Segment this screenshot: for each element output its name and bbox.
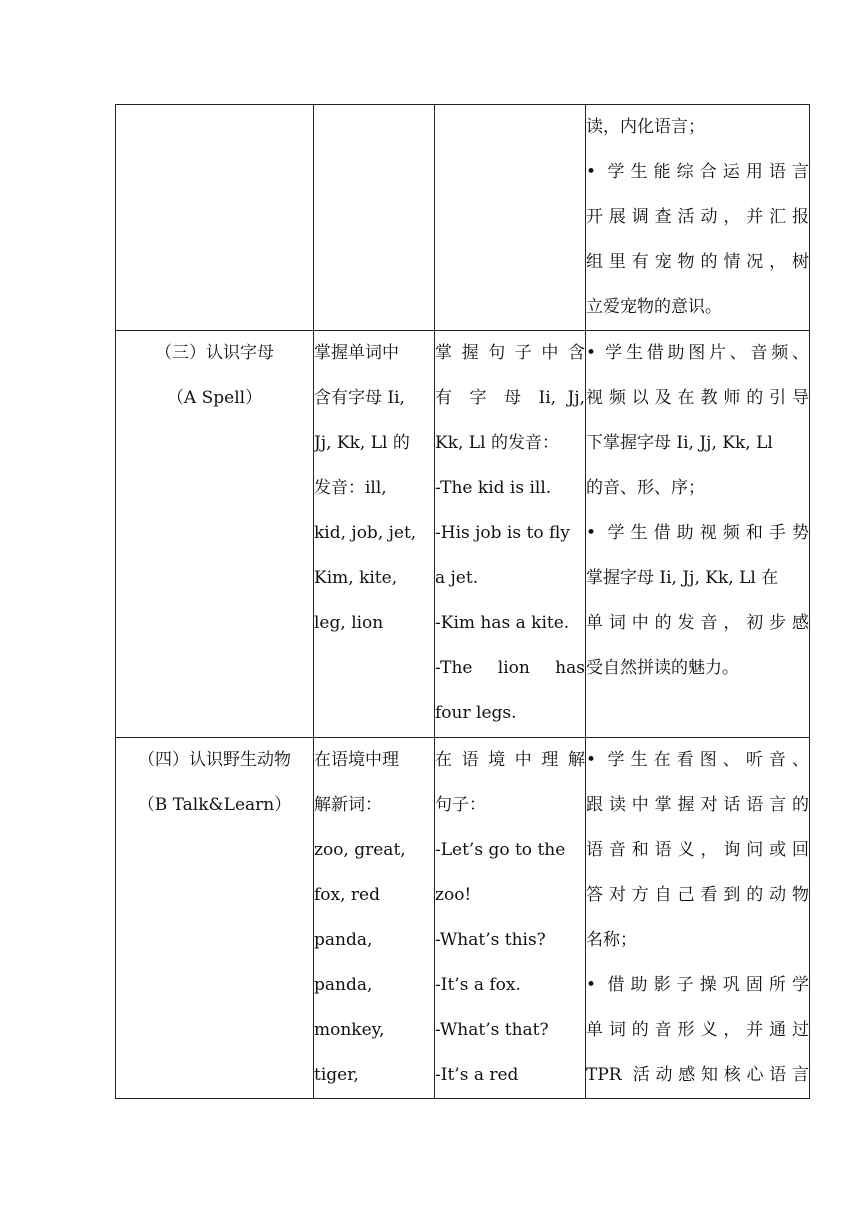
- goal-line: 的音、形、序；: [586, 478, 705, 498]
- sentence-line: -It’s a red: [435, 1065, 519, 1085]
- sentence-line: four legs.: [435, 703, 517, 723]
- goal-line: 跟读中掌握对话语言的: [586, 795, 809, 815]
- vocab-line: 发音：ill,: [314, 478, 387, 498]
- goal-line: 单词的音形义，并通过: [586, 1020, 809, 1040]
- sentence-line: Kk, Ll 的发音：: [435, 433, 559, 453]
- table-row: [116, 738, 810, 1099]
- goals-cell: [586, 738, 810, 1099]
- vocab-line: 掌握单词中: [314, 343, 399, 363]
- goal-line: 视频以及在教师的引导: [586, 388, 809, 408]
- goal-line: 单词中的发音，初步感: [586, 613, 809, 633]
- vocab-line: 在语境中理: [314, 750, 399, 770]
- sentence-line: -Let’s go to the: [435, 840, 566, 860]
- goals-cell: [586, 331, 810, 738]
- vocab-line: 含有字母 Ii,: [314, 388, 405, 408]
- sentence-line: -His job is to fly: [435, 523, 570, 543]
- sentence-line: -Kim has a kite.: [435, 613, 570, 633]
- vocabulary-cell: [314, 331, 435, 738]
- goal-line: 立爱宠物的意识。: [586, 297, 722, 317]
- goal-line: 开展调查活动，并汇报: [586, 207, 809, 227]
- goal-line: 答对方自己看到的动物: [586, 885, 809, 905]
- sentence-line: 有 字 母 Ii, Jj,: [435, 388, 585, 408]
- goal-line: 掌握字母 Ii, Jj, Kk, Ll 在: [586, 568, 779, 588]
- lesson-plan-table: [115, 104, 810, 1099]
- vocab-line: Jj, Kk, Ll 的: [314, 433, 410, 453]
- goal-line: • 学生借助视频和手势: [586, 523, 809, 543]
- stage-title: （四）认识野生动物: [138, 750, 291, 770]
- stage-subtitle: （A Spell）: [166, 388, 263, 408]
- vocab-line: 解新词：: [314, 795, 382, 815]
- table-row: [116, 105, 810, 331]
- stage-cell: [116, 331, 314, 738]
- vocab-line: fox, red: [314, 885, 380, 905]
- goal-line: 受自然拼读的魅力。: [586, 658, 739, 678]
- sentence-line: a jet.: [435, 568, 479, 588]
- vocab-line: kid, job, jet,: [314, 523, 417, 543]
- vocab-line: panda,: [314, 975, 373, 995]
- sentence-line: -The lion has: [435, 658, 585, 678]
- sentence-cell: [435, 331, 586, 738]
- sentence-line: 掌握句子中含: [435, 343, 585, 363]
- goal-line: 组里有宠物的情况，树: [586, 252, 809, 272]
- sentence-line: 句子：: [435, 795, 486, 815]
- table-row: [116, 331, 810, 738]
- goal-line: 下掌握字母 Ii, Jj, Kk, Ll: [586, 433, 773, 453]
- vocab-line: monkey,: [314, 1020, 385, 1040]
- goal-line: • 学生借助图片、音频、: [586, 343, 809, 363]
- sentence-line: -What’s this?: [435, 930, 546, 950]
- stage-cell: [116, 105, 314, 331]
- vocab-line: tiger,: [314, 1065, 359, 1085]
- sentence-line: 在语境中理解: [435, 750, 585, 770]
- vocabulary-cell: [314, 738, 435, 1099]
- vocab-line: panda,: [314, 930, 373, 950]
- goal-line: • 借助影子操巩固所学: [586, 975, 809, 995]
- goal-line: 名称；: [586, 930, 637, 950]
- vocabulary-cell: [314, 105, 435, 331]
- sentence-cell: [435, 738, 586, 1099]
- sentence-line: -It’s a fox.: [435, 975, 521, 995]
- stage-cell: [116, 738, 314, 1099]
- goal-line: 语音和语义，询问或回: [586, 840, 809, 860]
- sentence-line: -What’s that?: [435, 1020, 549, 1040]
- goals-cell: [586, 105, 810, 331]
- goal-line: 读，内化语言；: [586, 117, 705, 137]
- goal-line: • 学生能综合运用语言: [586, 162, 809, 182]
- vocab-line: Kim, kite,: [314, 568, 398, 588]
- goal-line: TPR 活动感知核心语言: [586, 1065, 809, 1085]
- sentence-cell: [435, 105, 586, 331]
- vocab-line: leg, lion: [314, 613, 384, 633]
- sentence-line: zoo!: [435, 885, 472, 905]
- goal-line: • 学生在看图、听音、: [586, 750, 809, 770]
- vocab-line: zoo, great,: [314, 840, 406, 860]
- stage-subtitle: （B Talk&Learn）: [137, 795, 292, 815]
- sentence-line: -The kid is ill.: [435, 478, 552, 498]
- stage-title: （三）认识字母: [155, 343, 274, 363]
